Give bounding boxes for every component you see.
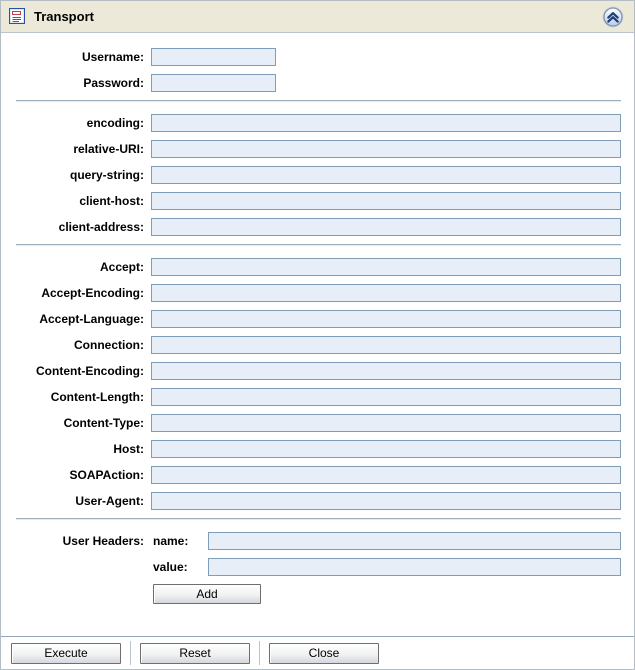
field-input[interactable] — [151, 362, 621, 380]
field-input[interactable] — [151, 336, 621, 354]
name-label: name: — [153, 534, 189, 548]
field-label: query-string: — [69, 168, 144, 182]
field-label: Password: — [83, 76, 144, 90]
field-label: Host: — [113, 442, 144, 456]
field-row — [1, 74, 621, 92]
action-button[interactable]: Execute — [11, 643, 121, 664]
field-label: SOAPAction: — [69, 468, 144, 482]
field-input[interactable] — [151, 310, 621, 328]
field-input[interactable] — [151, 218, 621, 236]
field-row — [1, 362, 621, 380]
field-input[interactable] — [151, 48, 276, 66]
field-label: Accept: — [99, 260, 144, 274]
field-label: client-address: — [58, 220, 144, 234]
add-user-header-button[interactable]: Add — [153, 584, 261, 604]
field-label: Content-Encoding: — [36, 364, 144, 378]
user-header-name-row — [151, 532, 621, 550]
field-row — [1, 388, 621, 406]
field-input[interactable] — [151, 388, 621, 406]
field-label: Content-Type: — [63, 416, 144, 430]
field-row — [1, 140, 621, 158]
user-header-value-row — [151, 558, 621, 576]
section-divider — [16, 518, 621, 520]
section-divider — [16, 244, 621, 246]
value-label: value: — [153, 560, 188, 574]
button-divider — [259, 641, 260, 665]
action-button[interactable]: Reset — [140, 643, 250, 664]
field-row — [1, 258, 621, 276]
field-label: User-Agent: — [75, 494, 144, 508]
field-label: Accept-Encoding: — [41, 286, 144, 300]
field-row — [1, 284, 621, 302]
field-label: client-host: — [79, 194, 144, 208]
user-headers-section — [1, 532, 621, 604]
auth-section — [1, 48, 634, 92]
field-row — [1, 492, 621, 510]
field-label: Content-Length: — [50, 390, 144, 404]
field-input[interactable] — [151, 466, 621, 484]
field-row — [1, 218, 621, 236]
field-label: Connection: — [74, 338, 144, 352]
field-input[interactable] — [151, 440, 621, 458]
field-row — [1, 336, 621, 354]
action-button[interactable]: Close — [269, 643, 379, 664]
section-divider — [16, 100, 621, 102]
panel-header — [1, 1, 634, 33]
field-input[interactable] — [151, 414, 621, 432]
field-input[interactable] — [151, 284, 621, 302]
form-body — [1, 33, 634, 636]
action-button-bar — [1, 636, 634, 669]
field-row — [1, 310, 621, 328]
field-row — [1, 440, 621, 458]
request-section — [1, 114, 634, 236]
button-divider — [130, 641, 131, 665]
form-document-icon — [9, 8, 26, 25]
field-row — [1, 166, 621, 184]
field-row — [1, 414, 621, 432]
field-input[interactable] — [151, 192, 621, 210]
field-label: Username: — [81, 50, 144, 64]
field-label: encoding: — [86, 116, 144, 130]
field-input[interactable] — [151, 258, 621, 276]
user-header-name-input[interactable] — [208, 532, 621, 550]
field-row — [1, 114, 621, 132]
field-input[interactable] — [151, 166, 621, 184]
field-row — [1, 192, 621, 210]
http-headers-section — [1, 258, 634, 510]
field-input[interactable] — [151, 114, 621, 132]
field-row — [1, 48, 621, 66]
field-row — [1, 466, 621, 484]
user-header-value-input[interactable] — [208, 558, 621, 576]
chevron-double-up-collapse-icon[interactable] — [602, 6, 624, 28]
field-input[interactable] — [151, 140, 621, 158]
user-headers-label: User Headers: — [62, 534, 144, 548]
panel-title: Transport — [34, 9, 94, 24]
field-label: Accept-Language: — [39, 312, 144, 326]
field-label: relative-URI: — [73, 142, 144, 156]
field-input[interactable] — [151, 492, 621, 510]
field-input[interactable] — [151, 74, 276, 92]
